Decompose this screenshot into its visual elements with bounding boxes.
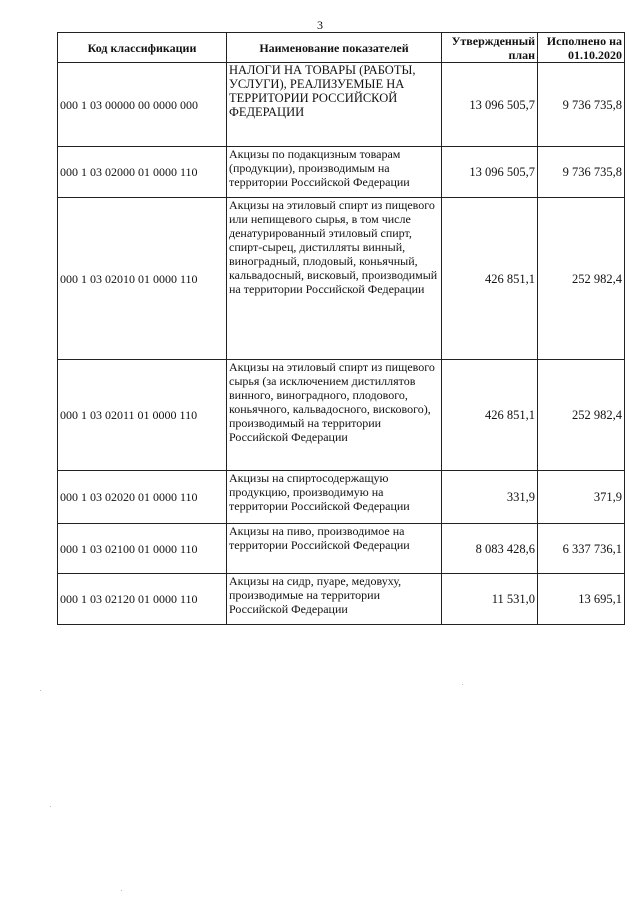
scan-speck (462, 684, 463, 685)
row-plan: 331,9 (442, 471, 538, 524)
header-done: Исполнено на 01.10.2020 (538, 33, 625, 63)
row-done: 252 982,4 (538, 198, 625, 360)
row-code: 000 1 03 02000 01 0000 110 (58, 147, 227, 198)
row-plan: 13 096 505,7 (442, 63, 538, 147)
row-plan: 13 096 505,7 (442, 147, 538, 198)
row-name: Акцизы по подакцизным товарам (продукции), производимым на территории Российской Федерации (227, 147, 442, 198)
row-done: 252 982,4 (538, 360, 625, 471)
row-name: Акцизы на спиртосодержащую продукцию, производимую на территории Российской Федерации (227, 471, 442, 524)
page-number: 3 (317, 18, 323, 32)
row-code: 000 1 03 00000 00 0000 000 (58, 63, 227, 147)
table-row (58, 360, 625, 471)
row-name: Акцизы на пиво, производимое на территории Российской Федерации (227, 524, 442, 574)
row-code: 000 1 03 02100 01 0000 110 (58, 524, 227, 574)
revenue-table (57, 32, 625, 625)
table-row (58, 524, 625, 574)
scan-speck (40, 690, 41, 691)
row-plan: 426 851,1 (442, 198, 538, 360)
row-name: Акцизы на этиловый спирт из пищевого или непищевого сырья, в том числе денатурированный этиловый спирт, спирт-сырец, дистилляты винный, виноградный, плодовый, коньячный, кальвадосный, висковый, производимый на территории Российской Федерации (227, 198, 442, 360)
header-name: Наименование показателей (227, 33, 442, 63)
table-row (58, 574, 625, 625)
row-code: 000 1 03 02020 01 0000 110 (58, 471, 227, 524)
scan-speck (50, 806, 51, 807)
row-code: 000 1 03 02010 01 0000 110 (58, 198, 227, 360)
table-header-row (58, 33, 625, 63)
row-done: 371,9 (538, 471, 625, 524)
row-plan: 8 083 428,6 (442, 524, 538, 574)
header-plan: Утвержденный план (442, 33, 538, 63)
row-name: Акцизы на этиловый спирт из пищевого сырья (за исключением дистиллятов винного, виноградного, плодового, коньячного, кальвадосного, вискового), производимый на территории Российской Федерации (227, 360, 442, 471)
table-row (58, 63, 625, 147)
row-name: НАЛОГИ НА ТОВАРЫ (РАБОТЫ, УСЛУГИ), РЕАЛИЗУЕМЫЕ НА ТЕРРИТОРИИ РОССИЙСКОЙ ФЕДЕРАЦИИ (227, 63, 442, 147)
table-row (58, 198, 625, 360)
row-done: 6 337 736,1 (538, 524, 625, 574)
row-done: 13 695,1 (538, 574, 625, 625)
row-name: Акцизы на сидр, пуаре, медовуху, производимые на территории Российской Федерации (227, 574, 442, 625)
row-done: 9 736 735,8 (538, 63, 625, 147)
row-code: 000 1 03 02011 01 0000 110 (58, 360, 227, 471)
row-plan: 426 851,1 (442, 360, 538, 471)
row-done: 9 736 735,8 (538, 147, 625, 198)
table-row (58, 471, 625, 524)
row-code: 000 1 03 02120 01 0000 110 (58, 574, 227, 625)
table-row (58, 147, 625, 198)
row-plan: 11 531,0 (442, 574, 538, 625)
scan-speck (121, 890, 122, 891)
header-code: Код классификации (58, 33, 227, 63)
